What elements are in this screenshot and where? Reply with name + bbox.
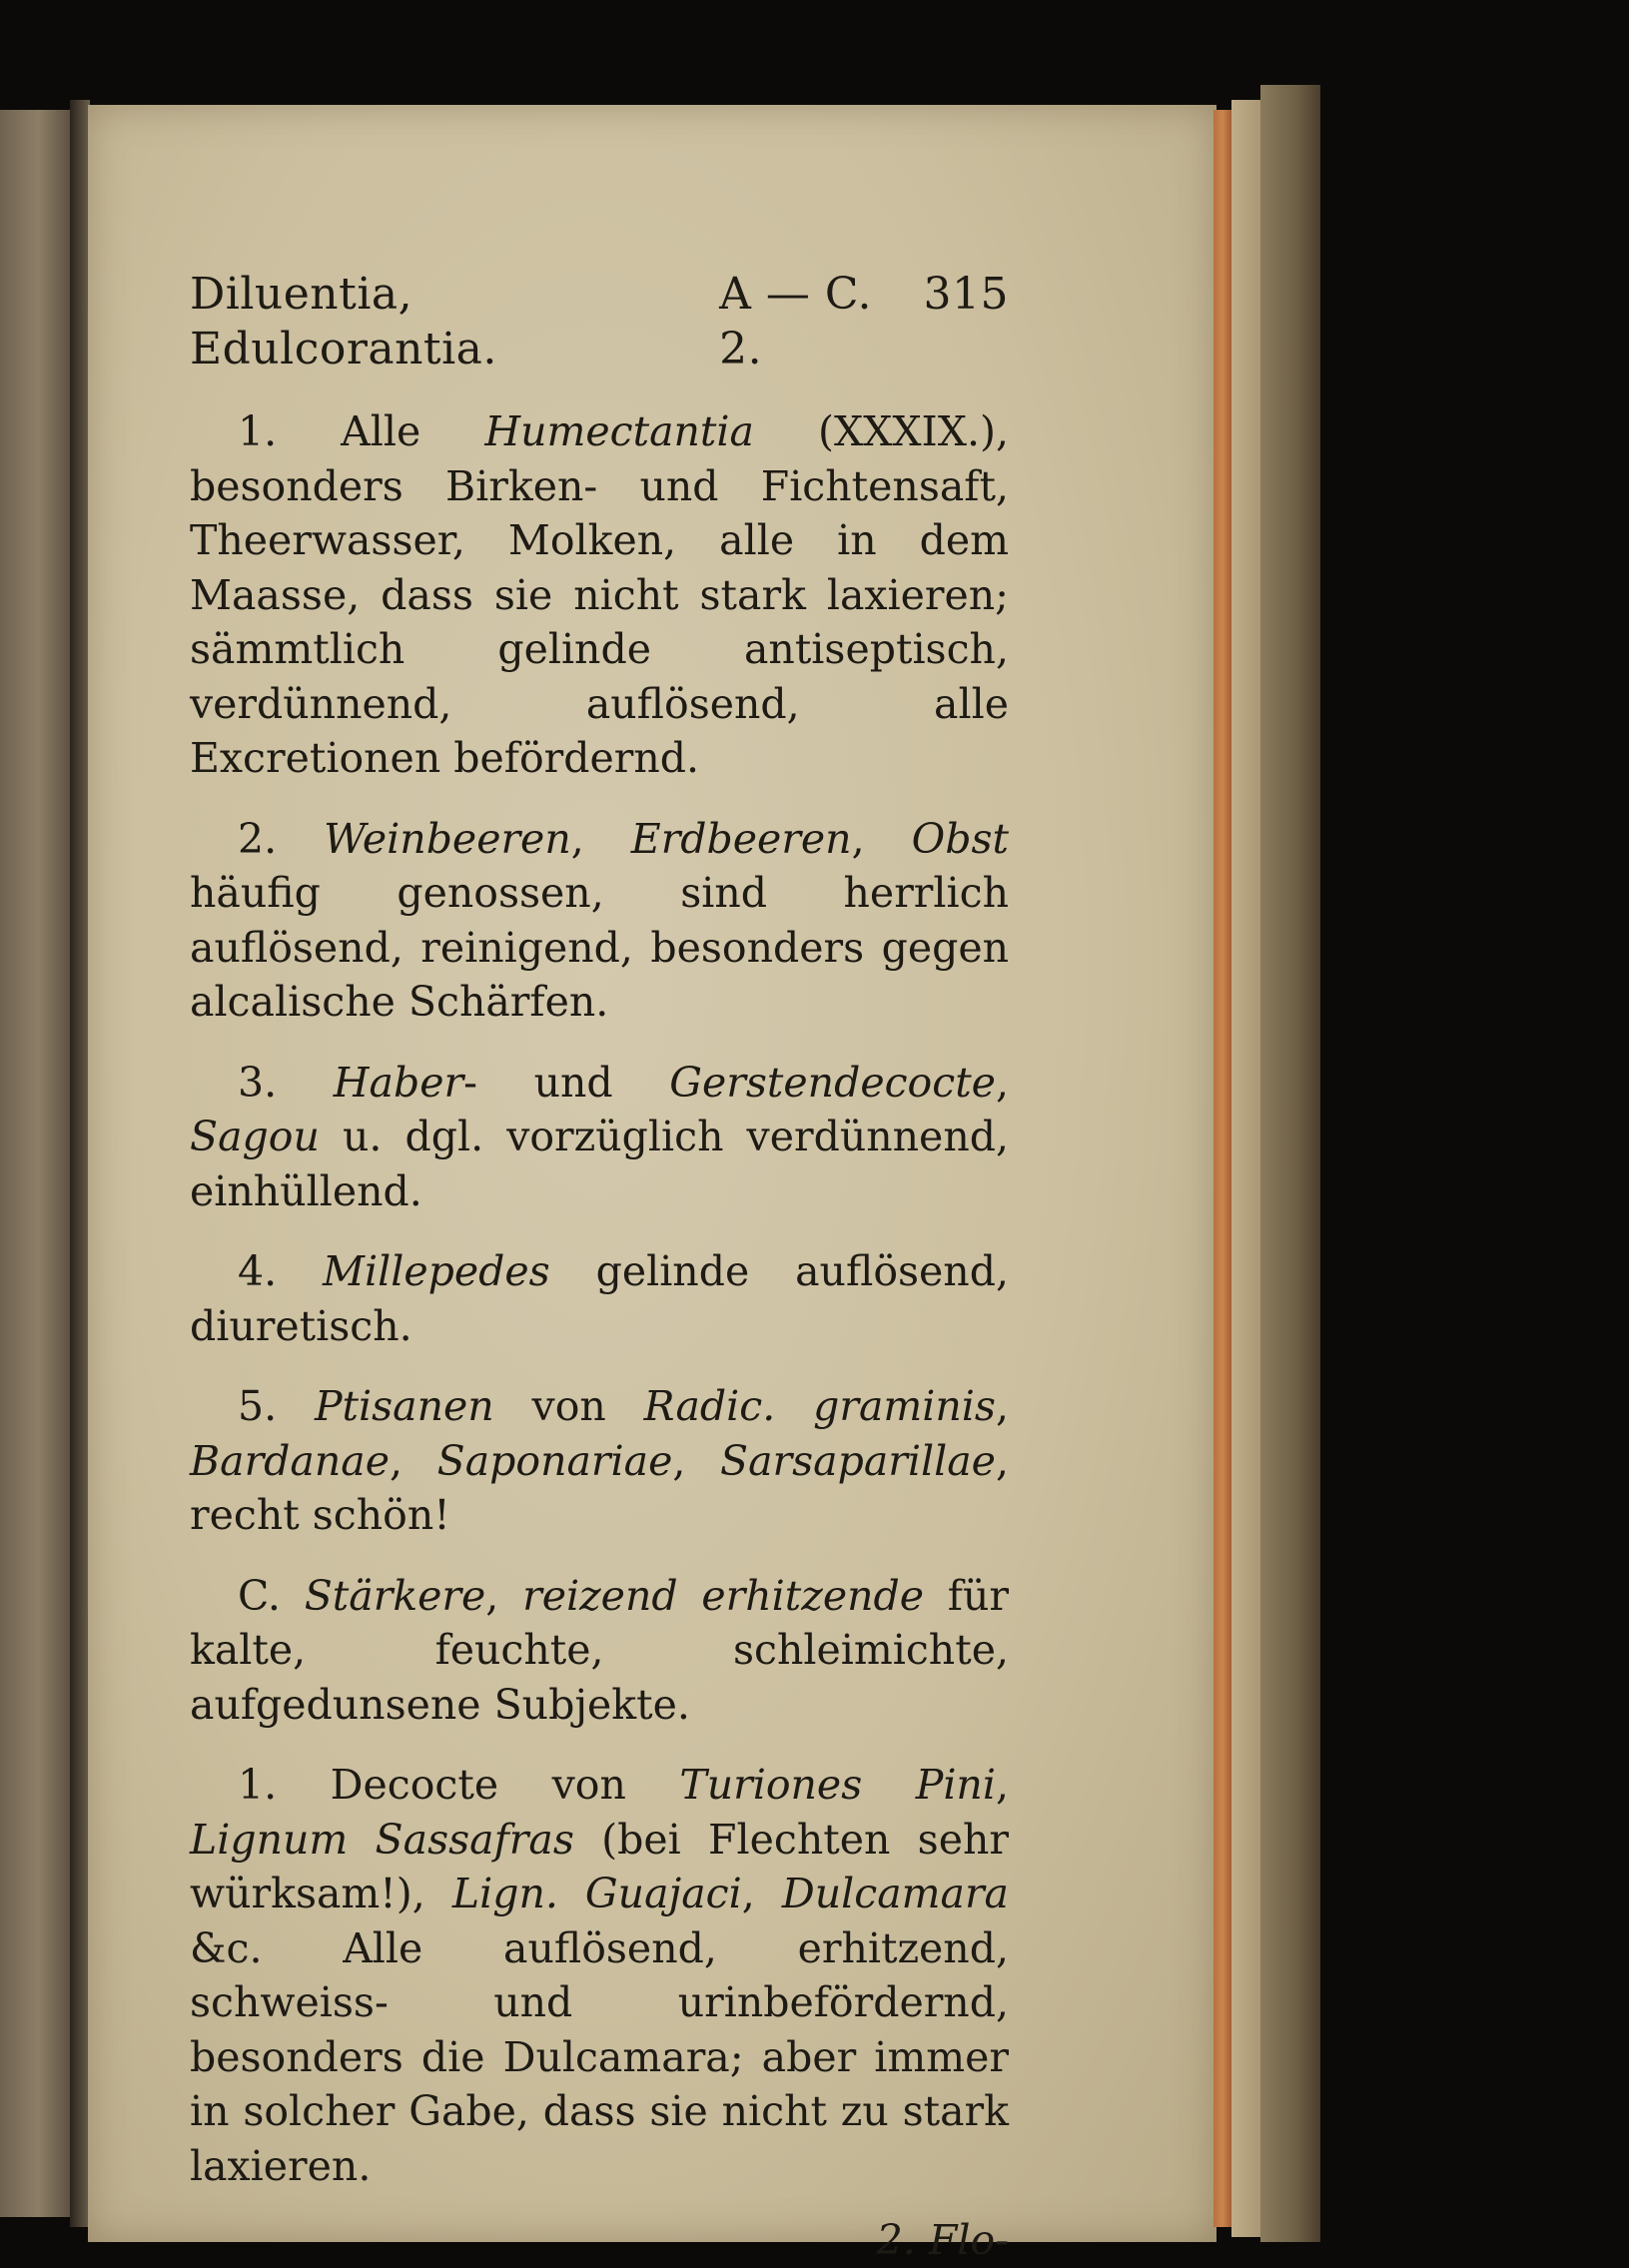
paragraphs	[190, 404, 1009, 2193]
paragraph: 2. Weinbeeren, Erdbeeren, Obst häufig genossen, sind herrlich auflösend, reinigend, besonders gegen alcalische Schärfen.	[190, 814, 1009, 1026]
catchword: 2. Flo-	[876, 2216, 1009, 2264]
italic-term: Obst	[911, 814, 1009, 863]
paragraph-number: 4.	[238, 1247, 324, 1295]
section-mark: A — C. 2.	[719, 269, 872, 375]
previous-page-edge	[0, 110, 70, 2217]
italic-term: Bardanae	[190, 1436, 390, 1485]
italic-term: Turiones Pini	[679, 1761, 996, 1809]
italic-term: Radic. graminis	[643, 1382, 996, 1430]
page-number: 315	[923, 269, 1009, 320]
italic-term: Gerstendecocte	[669, 1058, 996, 1107]
paragraph-number: 5.	[238, 1382, 315, 1430]
paragraph: 3. Haber- und Gerstendecocte, Sagou u. dgl. vorzüglich verdünnend, einhüllend.	[190, 1058, 1009, 1215]
book-gutter	[70, 100, 90, 2227]
paragraph-number: 1.	[238, 407, 342, 455]
italic-term: Stärkere	[304, 1571, 486, 1620]
italic-term: Sarsaparillae	[720, 1436, 996, 1485]
paragraph: 1. Decocte von Turiones Pini, Lignum Sassafras (bei Flechten sehr würksam!), Lign. Guajaci, Dulcamara &c. Alle auflösend, erhitzend, schweiss- und urinbefördernd, besonders die Dulcamara; aber immer in solcher Gabe, dass sie nicht zu stark laxieren.	[190, 1761, 1010, 2190]
italic-term: Sagou	[190, 1113, 320, 1160]
italic-term: Erdbeeren	[630, 814, 852, 863]
italic-term: Weinbeeren	[324, 814, 571, 863]
paragraph: C. Stärkere, reizend erhitzende für kalte, feuchte, schleimichte, aufgedunsene Subjekte.	[190, 1571, 1009, 1729]
italic-term: Haber	[333, 1058, 464, 1107]
paragraph: 4. Millepedes gelinde auflösend, diuretisch.	[190, 1247, 1009, 1350]
italic-term: Saponariae	[436, 1436, 673, 1485]
italic-term: Lign. Guajaci	[451, 1870, 742, 1917]
italic-term: reizend erhitzende	[522, 1571, 925, 1620]
italic-term: Ptisanen	[314, 1382, 494, 1430]
paragraph-number: 2.	[238, 814, 325, 863]
italic-term: Lignum Sassafras	[190, 1815, 574, 1864]
page-text	[190, 268, 1009, 2268]
paragraph: 1. Alle Humectantia (XXXIX.), besonders Birken- und Fichtensaft, Theerwasser, Molken, alle in dem Maasse, dass sie nicht stark laxieren; sämmtlich gelinde antiseptisch, verdünnend, auflösend, alle Excretionen befördernd.	[190, 407, 1010, 782]
running-title: Diluentia, Edulcorantia.	[190, 269, 497, 375]
italic-term: Humectantia	[484, 407, 754, 455]
paragraph-number: C.	[238, 1571, 305, 1620]
page-edge-red	[1214, 110, 1231, 2227]
paragraph: 5. Ptisanen von Radic. graminis, Bardanae, Saponariae, Sarsaparillae, recht schön!	[190, 1382, 1009, 1539]
running-header	[190, 268, 1009, 377]
italic-term: Millepedes	[323, 1247, 550, 1295]
book-cover-edge	[1260, 85, 1320, 2242]
paragraph-number: 3.	[238, 1058, 334, 1107]
paragraph-number: 1.	[238, 1761, 331, 1809]
italic-term: Dulcamara	[781, 1870, 1010, 1917]
page-stack-edge	[1231, 100, 1261, 2237]
